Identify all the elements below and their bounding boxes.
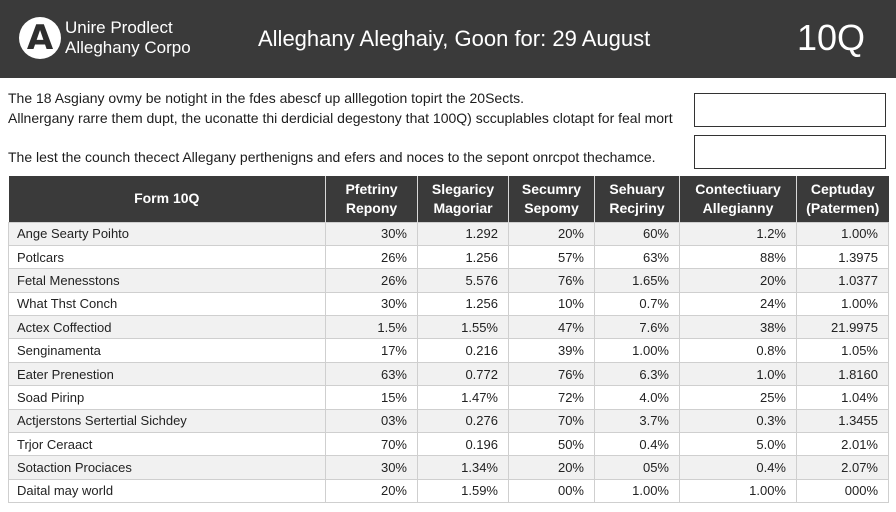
- value-cell: 1.00%: [797, 222, 889, 245]
- column-header-label: Magoriar: [433, 199, 493, 216]
- value-cell: 20%: [680, 269, 797, 292]
- row-label-cell: Actjerstons Sertertial Sichdey: [9, 409, 326, 432]
- value-cell: 5.0%: [680, 433, 797, 456]
- table-header-row: [9, 176, 889, 222]
- value-cell: 5.576: [418, 269, 509, 292]
- table-row[interactable]: [9, 433, 889, 456]
- form-code: 10Q: [797, 17, 866, 58]
- column-header-label: Recjriny: [609, 199, 665, 216]
- column-header[interactable]: [326, 176, 418, 222]
- value-cell: 30%: [326, 456, 418, 479]
- value-cell: 03%: [326, 409, 418, 432]
- value-cell: 24%: [680, 292, 797, 315]
- value-cell: 1.55%: [418, 316, 509, 339]
- value-cell: 26%: [326, 269, 418, 292]
- value-cell: 60%: [595, 222, 680, 245]
- value-cell: 1.292: [418, 222, 509, 245]
- value-cell: 57%: [509, 245, 595, 268]
- row-label-cell: Sotaction Prociaces: [9, 456, 326, 479]
- value-cell: 7.6%: [595, 316, 680, 339]
- financial-table: [8, 176, 889, 503]
- value-cell: 30%: [326, 292, 418, 315]
- value-cell: 26%: [326, 245, 418, 268]
- value-cell: 70%: [326, 433, 418, 456]
- column-header[interactable]: [509, 176, 595, 222]
- value-cell: 25%: [680, 386, 797, 409]
- value-cell: 70%: [509, 409, 595, 432]
- row-label-cell: Daital may world: [9, 479, 326, 502]
- value-cell: 0.4%: [595, 433, 680, 456]
- row-label-cell: What Thst Conch: [9, 292, 326, 315]
- table-row[interactable]: [9, 245, 889, 268]
- value-cell: 39%: [509, 339, 595, 362]
- row-label-cell: Actex Coffectiod: [9, 316, 326, 339]
- company-logo: [19, 17, 61, 59]
- column-header-label: Allegianny: [702, 199, 774, 216]
- column-header[interactable]: [595, 176, 680, 222]
- value-cell: 1.00%: [595, 339, 680, 362]
- column-header[interactable]: [680, 176, 797, 222]
- value-cell: 1.04%: [797, 386, 889, 409]
- value-cell: 1.05%: [797, 339, 889, 362]
- column-header[interactable]: [9, 176, 326, 222]
- value-cell: 05%: [595, 456, 680, 479]
- table-row[interactable]: [9, 316, 889, 339]
- row-label-cell: Soad Pirinp: [9, 386, 326, 409]
- table-row[interactable]: [9, 386, 889, 409]
- value-cell: 76%: [509, 362, 595, 385]
- table-row[interactable]: [9, 456, 889, 479]
- value-cell: 00%: [509, 479, 595, 502]
- value-cell: 0.216: [418, 339, 509, 362]
- value-cell: 20%: [509, 222, 595, 245]
- column-header-label: Contectiuary: [695, 180, 781, 197]
- value-cell: 1.59%: [418, 479, 509, 502]
- value-cell: 4.0%: [595, 386, 680, 409]
- column-header[interactable]: [797, 176, 889, 222]
- column-header-label: Sepomy: [524, 199, 579, 216]
- value-cell: 6.3%: [595, 362, 680, 385]
- row-label-cell: Senginamenta: [9, 339, 326, 362]
- value-cell: 0.196: [418, 433, 509, 456]
- column-header-label: Sehuary: [609, 180, 665, 197]
- value-cell: 1.65%: [595, 269, 680, 292]
- value-cell: 0.3%: [680, 409, 797, 432]
- table-row[interactable]: [9, 269, 889, 292]
- column-header[interactable]: [418, 176, 509, 222]
- value-cell: 63%: [595, 245, 680, 268]
- value-cell: 1.256: [418, 245, 509, 268]
- app-header: [0, 0, 896, 78]
- value-cell: 1.00%: [595, 479, 680, 502]
- value-cell: 2.07%: [797, 456, 889, 479]
- description-line-3: The lest the counch thecect Allegany perthenigns and efers and noces to the sepont onrcpot thechamce.: [8, 149, 656, 165]
- value-cell: 72%: [509, 386, 595, 409]
- column-header-label: Pfetriny: [345, 180, 398, 197]
- value-cell: 1.0377: [797, 269, 889, 292]
- row-label-cell: Fetal Menesstons: [9, 269, 326, 292]
- table-row[interactable]: [9, 362, 889, 385]
- logo-letter: A: [26, 18, 54, 58]
- value-cell: 1.00%: [797, 292, 889, 315]
- column-header-label: Slegaricy: [431, 180, 495, 197]
- value-cell: 50%: [509, 433, 595, 456]
- value-cell: 1.47%: [418, 386, 509, 409]
- value-cell: 2.01%: [797, 433, 889, 456]
- value-cell: 63%: [326, 362, 418, 385]
- value-cell: 1.8160: [797, 362, 889, 385]
- value-cell: 0.7%: [595, 292, 680, 315]
- value-cell: 0.4%: [680, 456, 797, 479]
- description-line-2: Allnergany rarre them dupt, the uconatte thi derdicial degestony that 100Q) sccuplables clotapt for feal mort: [8, 110, 673, 126]
- value-cell: 30%: [326, 222, 418, 245]
- table-row[interactable]: [9, 409, 889, 432]
- value-cell: 20%: [509, 456, 595, 479]
- column-header-label: Repony: [345, 199, 398, 216]
- page-title: Alleghany Aleghaiy, Goon for: 29 August: [258, 26, 651, 51]
- brand-line-1: Unire Prodlect: [65, 18, 173, 37]
- value-cell: 1.0%: [680, 362, 797, 385]
- value-cell: 88%: [680, 245, 797, 268]
- value-cell: 15%: [326, 386, 418, 409]
- value-cell: 47%: [509, 316, 595, 339]
- value-cell: 000%: [797, 479, 889, 502]
- value-cell: 1.256: [418, 292, 509, 315]
- value-cell: 0.8%: [680, 339, 797, 362]
- table-row[interactable]: [9, 339, 889, 362]
- column-header-label: Form 10Q: [134, 190, 200, 207]
- value-cell: 38%: [680, 316, 797, 339]
- value-cell: 1.34%: [418, 456, 509, 479]
- value-cell: 1.3455: [797, 409, 889, 432]
- brand-name: [65, 18, 191, 58]
- text-input-1[interactable]: [694, 93, 886, 127]
- value-cell: 0.276: [418, 409, 509, 432]
- value-cell: 10%: [509, 292, 595, 315]
- column-header-label: Secumry: [521, 180, 582, 197]
- value-cell: 1.5%: [326, 316, 418, 339]
- row-label-cell: Potlcars: [9, 245, 326, 268]
- value-cell: 17%: [326, 339, 418, 362]
- value-cell: 21.9975: [797, 316, 889, 339]
- value-cell: 20%: [326, 479, 418, 502]
- value-cell: 0.772: [418, 362, 509, 385]
- column-header-label: (Patermen): [806, 199, 880, 216]
- row-label-cell: Eater Prenestion: [9, 362, 326, 385]
- table-row[interactable]: [9, 292, 889, 315]
- value-cell: 1.3975: [797, 245, 889, 268]
- column-header-label: Ceptuday: [810, 180, 875, 197]
- value-cell: 3.7%: [595, 409, 680, 432]
- table-row[interactable]: [9, 479, 889, 502]
- table-body: [9, 222, 889, 503]
- row-label-cell: Ange Searty Poihto: [9, 222, 326, 245]
- value-cell: 1.2%: [680, 222, 797, 245]
- description-line-1: The 18 Asgiany ovmy be notight in the fdes abescf up alllegotion topirt the 20Sects.: [8, 90, 524, 106]
- brand-line-2: Alleghany Corpo: [65, 38, 191, 57]
- table-row[interactable]: [9, 222, 889, 245]
- value-cell: 1.00%: [680, 479, 797, 502]
- row-label-cell: Trjor Ceraact: [9, 433, 326, 456]
- value-cell: 76%: [509, 269, 595, 292]
- text-input-2[interactable]: [694, 135, 886, 169]
